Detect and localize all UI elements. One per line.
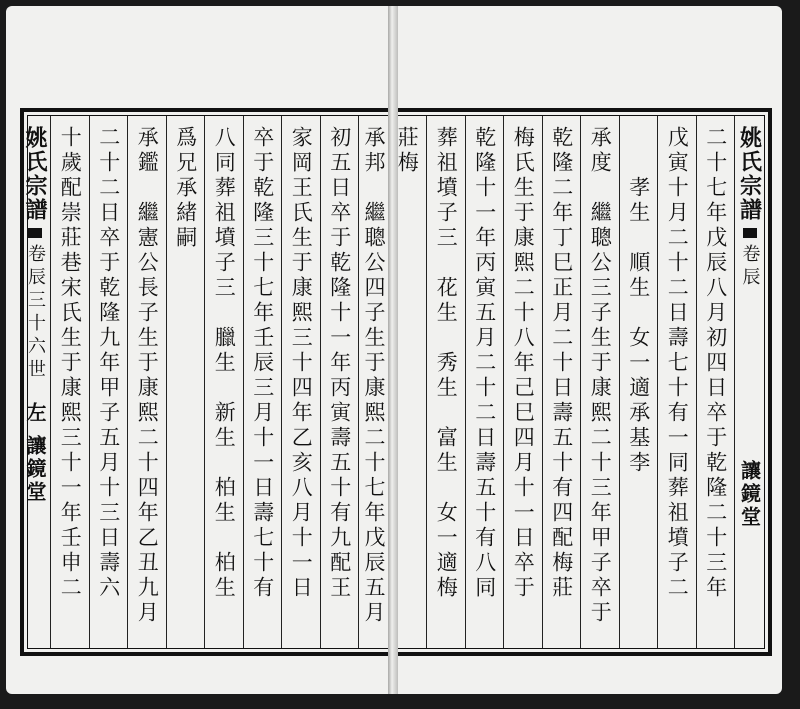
- column-text: 承邦 繼聰公四子生于康熙二十七年戊辰五月: [362, 126, 386, 626]
- text-column: [388, 116, 427, 648]
- text-column: [89, 116, 128, 648]
- right-page-frame: [395, 108, 772, 656]
- column-text: 二十七年戊辰八月初四日卒于乾隆二十三年: [703, 126, 728, 601]
- left-page: [6, 6, 388, 694]
- text-column: [127, 116, 166, 648]
- column-text: 戊寅十月二十二日壽七十有一同葬祖墳子二: [665, 126, 690, 601]
- column-text: 乾隆十一年丙寅五月二十二日壽五十有八同: [472, 126, 497, 601]
- banner-volume: 卷辰: [25, 244, 46, 290]
- column-text: 梅氏生于康熙二十八年己巳四月十一日卒于: [511, 126, 536, 601]
- column-text: 爲兄承緒嗣: [173, 126, 198, 251]
- left-page-inner-border: [22, 115, 388, 649]
- fishtail-marker: [28, 228, 42, 238]
- text-column: [465, 116, 504, 648]
- column-text: 二十二日卒于乾隆九年甲子五月十三日壽六: [96, 126, 121, 601]
- column-text: 家岡王氏生于康熙三十四年乙亥八月十一日: [289, 126, 314, 601]
- text-column: [696, 116, 735, 648]
- left-page-frame: [20, 108, 388, 656]
- text-column: [50, 116, 89, 648]
- text-column: [619, 116, 658, 648]
- text-column: [426, 116, 465, 648]
- right-page-inner-border: [395, 115, 765, 649]
- right-page: [395, 6, 782, 694]
- banner-generation: 三十六世: [25, 290, 46, 382]
- column-text: 承度 繼聰公三子生于康熙二十三年甲子卒于: [588, 126, 613, 626]
- banner-title: 姚氏宗譜: [22, 126, 48, 222]
- left-page-columns: [22, 116, 388, 648]
- page-banner: [20, 116, 50, 648]
- banner-hall: 讓鏡堂: [737, 460, 762, 529]
- column-text: 十歲配崇莊巷宋氏生于康熙三十一年壬申二: [58, 126, 83, 601]
- page-banner: [734, 116, 764, 648]
- banner-title: 姚氏宗譜: [736, 126, 763, 222]
- column-text: 承鑑 繼憲公長子生于康熙二十四年乙丑九月: [135, 126, 160, 626]
- column-text: 乾隆二年丁巳正月二十日壽五十有四配梅莊: [549, 126, 574, 601]
- text-column: [281, 116, 320, 648]
- text-column: [358, 116, 388, 648]
- text-column: [166, 116, 205, 648]
- column-text: 八同葬祖墳子三 臘生 新生 柏生 柏生: [212, 126, 237, 601]
- column-text: 孝生 順生 女一適承基李: [626, 176, 651, 476]
- fishtail-marker: [743, 228, 757, 238]
- column-text: 莊梅: [395, 126, 420, 176]
- text-column: [320, 116, 359, 648]
- text-column: [657, 116, 696, 648]
- text-column: [542, 116, 581, 648]
- column-text: 初五日卒于乾隆十一年丙寅壽五十有九配王: [327, 126, 352, 601]
- banner-volume: 卷辰: [739, 244, 761, 290]
- text-column: [580, 116, 619, 648]
- banner-hall: 左 讓鏡堂: [23, 402, 47, 504]
- text-column: [204, 116, 243, 648]
- text-column: [243, 116, 282, 648]
- column-text: 葬祖墳子三 花生 秀生 富生 女一適梅: [434, 126, 459, 601]
- column-text: 卒于乾隆三十七年壬辰三月十一日壽七十有: [250, 126, 275, 601]
- text-column: [503, 116, 542, 648]
- right-page-columns: [395, 116, 764, 648]
